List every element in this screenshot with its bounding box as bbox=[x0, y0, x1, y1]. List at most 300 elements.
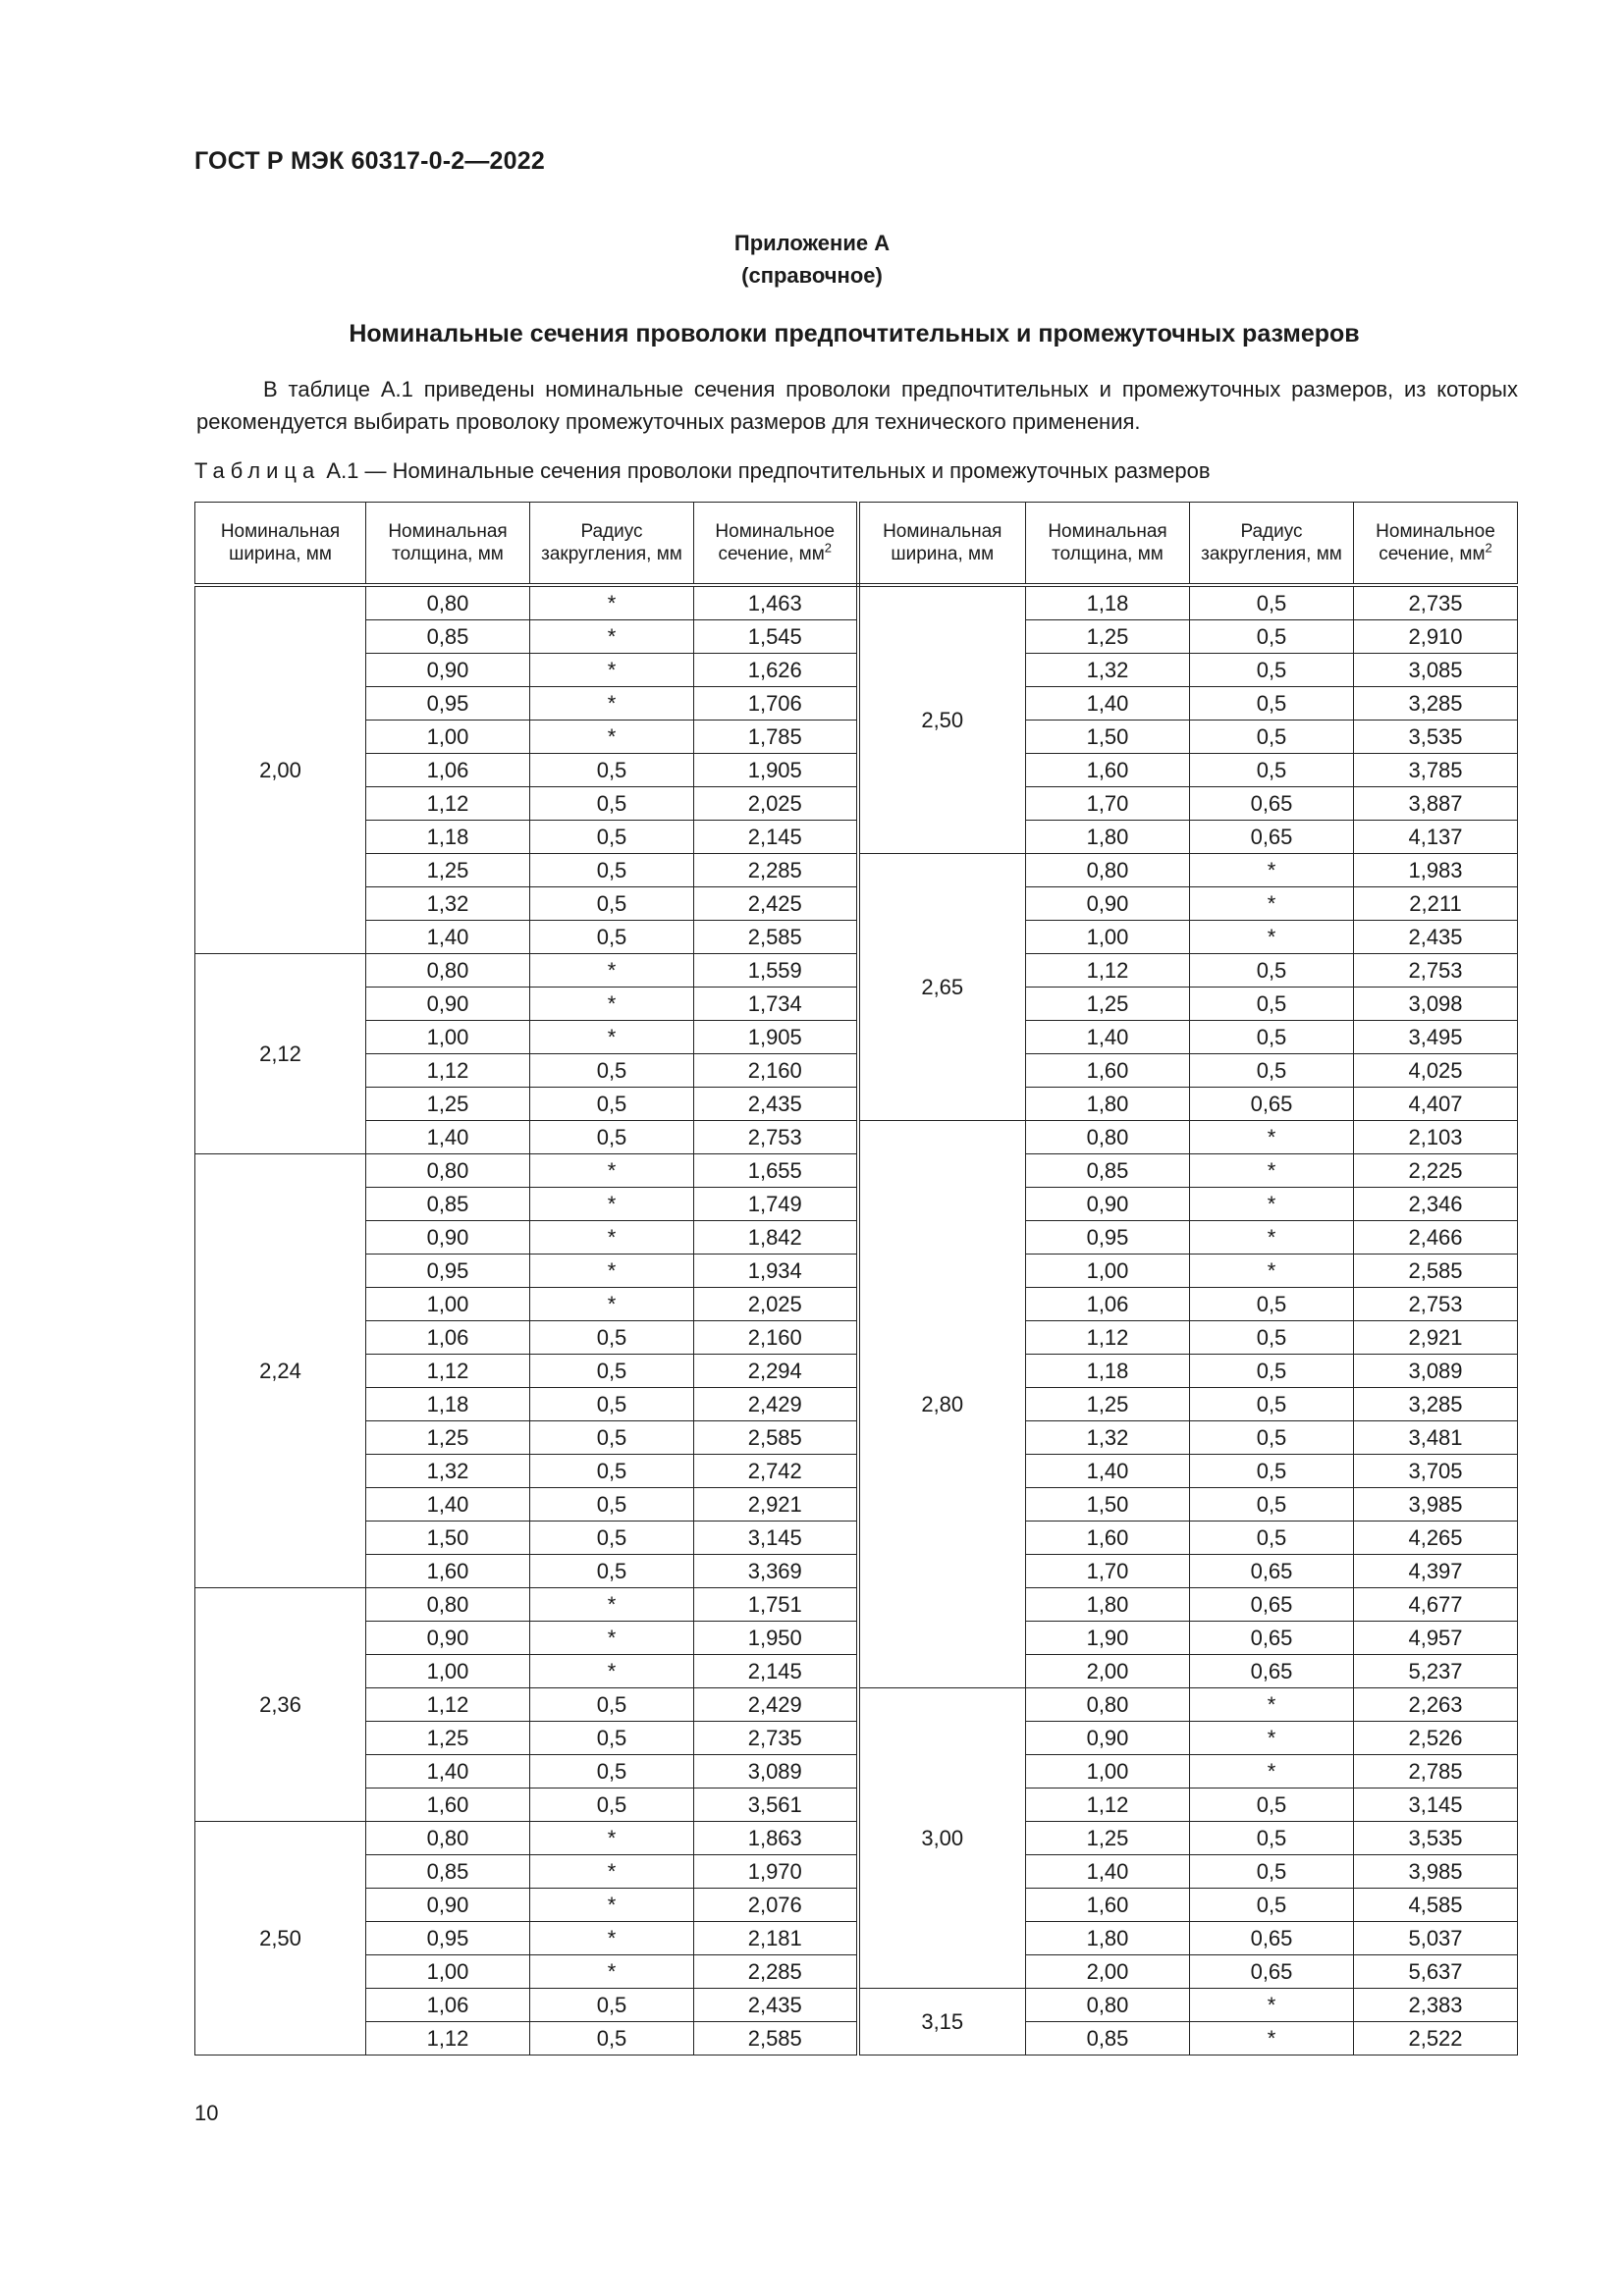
thickness-cell: 1,25 bbox=[1026, 988, 1190, 1021]
section-cell: 2,383 bbox=[1354, 1989, 1518, 2022]
radius-cell: 0,5 bbox=[1190, 1021, 1354, 1054]
section-cell: 1,545 bbox=[694, 620, 858, 654]
radius-cell: * bbox=[1190, 1755, 1354, 1789]
radius-cell: * bbox=[530, 1922, 694, 1955]
radius-cell: * bbox=[1190, 1121, 1354, 1154]
radius-cell: * bbox=[530, 1855, 694, 1889]
section-cell: 2,585 bbox=[1354, 1255, 1518, 1288]
radius-cell: 0,5 bbox=[1190, 1855, 1354, 1889]
thickness-cell: 1,12 bbox=[366, 2022, 530, 2056]
thickness-cell: 1,25 bbox=[366, 1421, 530, 1455]
table-row bbox=[195, 687, 1518, 721]
thickness-cell: 1,00 bbox=[366, 1655, 530, 1688]
radius-cell: 0,65 bbox=[1190, 1955, 1354, 1989]
thickness-cell: 1,25 bbox=[1026, 1388, 1190, 1421]
section-cell: 5,637 bbox=[1354, 1955, 1518, 1989]
radius-cell: 0,5 bbox=[530, 921, 694, 954]
thickness-cell: 0,85 bbox=[366, 1188, 530, 1221]
section-cell: 2,585 bbox=[694, 921, 858, 954]
table-row bbox=[195, 620, 1518, 654]
table-row bbox=[195, 654, 1518, 687]
header-thickness-right: Номинальная толщина, мм bbox=[1026, 503, 1190, 586]
thickness-cell: 1,18 bbox=[366, 1388, 530, 1421]
table-row bbox=[195, 854, 1518, 887]
thickness-cell: 1,00 bbox=[366, 1021, 530, 1054]
section-cell: 1,983 bbox=[1354, 854, 1518, 887]
section-cell: 2,025 bbox=[694, 787, 858, 821]
thickness-cell: 1,18 bbox=[1026, 1355, 1190, 1388]
section-cell: 2,429 bbox=[694, 1388, 858, 1421]
section-cell: 1,751 bbox=[694, 1588, 858, 1622]
section-cell: 3,561 bbox=[694, 1789, 858, 1822]
thickness-cell: 1,06 bbox=[1026, 1288, 1190, 1321]
section-cell: 4,407 bbox=[1354, 1088, 1518, 1121]
radius-cell: 0,5 bbox=[530, 787, 694, 821]
radius-cell: 0,5 bbox=[1190, 1388, 1354, 1421]
section-cell: 3,985 bbox=[1354, 1488, 1518, 1522]
thickness-cell: 0,95 bbox=[1026, 1221, 1190, 1255]
radius-cell: 0,5 bbox=[1190, 721, 1354, 754]
radius-cell: 0,5 bbox=[1190, 1288, 1354, 1321]
table-row bbox=[195, 754, 1518, 787]
thickness-cell: 1,12 bbox=[366, 1688, 530, 1722]
radius-cell: * bbox=[530, 654, 694, 687]
thickness-cell: 1,60 bbox=[1026, 1054, 1190, 1088]
table-row bbox=[195, 1855, 1518, 1889]
thickness-cell: 1,12 bbox=[366, 787, 530, 821]
section-cell: 2,285 bbox=[694, 854, 858, 887]
radius-cell: 0,5 bbox=[530, 1421, 694, 1455]
section-cell: 3,285 bbox=[1354, 1388, 1518, 1421]
thickness-cell: 1,40 bbox=[1026, 1855, 1190, 1889]
radius-cell: 0,5 bbox=[1190, 585, 1354, 620]
thickness-cell: 0,90 bbox=[366, 988, 530, 1021]
thickness-cell: 1,32 bbox=[366, 887, 530, 921]
thickness-cell: 1,70 bbox=[1026, 787, 1190, 821]
thickness-cell: 0,80 bbox=[1026, 854, 1190, 887]
section-cell: 4,677 bbox=[1354, 1588, 1518, 1622]
width-cell: 2,00 bbox=[195, 585, 366, 954]
thickness-cell: 0,85 bbox=[1026, 2022, 1190, 2056]
section-cell: 4,265 bbox=[1354, 1522, 1518, 1555]
table-row bbox=[195, 1154, 1518, 1188]
thickness-cell: 0,80 bbox=[366, 954, 530, 988]
thickness-cell: 1,40 bbox=[366, 921, 530, 954]
section-cell: 2,294 bbox=[694, 1355, 858, 1388]
table-row bbox=[195, 1722, 1518, 1755]
thickness-cell: 1,90 bbox=[1026, 1622, 1190, 1655]
radius-cell: * bbox=[530, 1588, 694, 1622]
radius-cell: 0,65 bbox=[1190, 821, 1354, 854]
thickness-cell: 1,40 bbox=[366, 1755, 530, 1789]
section-cell: 1,934 bbox=[694, 1255, 858, 1288]
thickness-cell: 0,90 bbox=[1026, 1722, 1190, 1755]
thickness-cell: 1,40 bbox=[1026, 1021, 1190, 1054]
table-row bbox=[195, 988, 1518, 1021]
radius-cell: * bbox=[530, 1655, 694, 1688]
header-radius-left: Радиус закругления, мм bbox=[530, 503, 694, 586]
section-cell: 3,285 bbox=[1354, 687, 1518, 721]
radius-cell: 0,5 bbox=[530, 1722, 694, 1755]
thickness-cell: 1,32 bbox=[366, 1455, 530, 1488]
radius-cell: 0,65 bbox=[1190, 1588, 1354, 1622]
section-cell: 3,481 bbox=[1354, 1421, 1518, 1455]
section-cell: 2,435 bbox=[1354, 921, 1518, 954]
section-cell: 1,970 bbox=[694, 1855, 858, 1889]
table-row bbox=[195, 1054, 1518, 1088]
radius-cell: * bbox=[1190, 2022, 1354, 2056]
radius-cell: * bbox=[530, 1021, 694, 1054]
table-row bbox=[195, 1121, 1518, 1154]
radius-cell: 0,5 bbox=[530, 1755, 694, 1789]
section-cell: 3,089 bbox=[694, 1755, 858, 1789]
radius-cell: * bbox=[530, 687, 694, 721]
thickness-cell: 1,06 bbox=[366, 754, 530, 787]
table-row bbox=[195, 721, 1518, 754]
thickness-cell: 1,80 bbox=[1026, 1088, 1190, 1121]
appendix-title: Приложение А bbox=[733, 231, 891, 255]
radius-cell: 0,5 bbox=[530, 1088, 694, 1121]
section-cell: 2,425 bbox=[694, 887, 858, 921]
intro-paragraph bbox=[196, 373, 1518, 438]
section-cell: 2,103 bbox=[1354, 1121, 1518, 1154]
section-cell: 2,145 bbox=[694, 821, 858, 854]
table-row bbox=[195, 1955, 1518, 1989]
section-cell: 2,025 bbox=[694, 1288, 858, 1321]
section-cell: 2,735 bbox=[694, 1722, 858, 1755]
header-radius-right: Радиус закругления, мм bbox=[1190, 503, 1354, 586]
radius-cell: * bbox=[530, 1154, 694, 1188]
section-cell: 1,785 bbox=[694, 721, 858, 754]
radius-cell: 0,5 bbox=[530, 1355, 694, 1388]
table-row bbox=[195, 1755, 1518, 1789]
section-cell: 2,735 bbox=[1354, 585, 1518, 620]
width-cell: 2,24 bbox=[195, 1154, 366, 1588]
section-cell: 2,346 bbox=[1354, 1188, 1518, 1221]
thickness-cell: 0,85 bbox=[1026, 1154, 1190, 1188]
thickness-cell: 0,90 bbox=[366, 1889, 530, 1922]
table-row bbox=[195, 821, 1518, 854]
radius-cell: 0,5 bbox=[530, 1789, 694, 1822]
thickness-cell: 1,18 bbox=[1026, 585, 1190, 620]
appendix-type: (справочное) bbox=[741, 263, 883, 288]
table-row bbox=[195, 1021, 1518, 1054]
radius-cell: 0,5 bbox=[1190, 654, 1354, 687]
table-row bbox=[195, 2022, 1518, 2056]
thickness-cell: 1,18 bbox=[366, 821, 530, 854]
section-cell: 2,585 bbox=[694, 2022, 858, 2056]
radius-cell: * bbox=[530, 1288, 694, 1321]
thickness-cell: 1,60 bbox=[366, 1555, 530, 1588]
thickness-cell: 0,90 bbox=[366, 654, 530, 687]
radius-cell: 0,5 bbox=[530, 1455, 694, 1488]
radius-cell: 0,5 bbox=[1190, 1355, 1354, 1388]
radius-cell: 0,65 bbox=[1190, 1922, 1354, 1955]
width-cell: 2,12 bbox=[195, 954, 366, 1154]
thickness-cell: 1,80 bbox=[1026, 821, 1190, 854]
section-cell: 2,429 bbox=[694, 1688, 858, 1722]
radius-cell: 0,5 bbox=[1190, 988, 1354, 1021]
thickness-cell: 0,85 bbox=[366, 620, 530, 654]
radius-cell: 0,5 bbox=[1190, 1421, 1354, 1455]
table-row bbox=[195, 787, 1518, 821]
section-cell: 2,522 bbox=[1354, 2022, 1518, 2056]
section-cell: 2,160 bbox=[694, 1321, 858, 1355]
section-title: Номинальные сечения проволоки предпочтительных и промежуточных размеров bbox=[349, 320, 1360, 347]
section-cell: 2,160 bbox=[694, 1054, 858, 1088]
header-width-right: Номинальная ширина, мм bbox=[858, 503, 1026, 586]
thickness-cell: 0,95 bbox=[366, 1922, 530, 1955]
table-row bbox=[195, 954, 1518, 988]
radius-cell: 0,5 bbox=[1190, 687, 1354, 721]
section-cell: 2,910 bbox=[1354, 620, 1518, 654]
radius-cell: 0,5 bbox=[1190, 1455, 1354, 1488]
thickness-cell: 1,00 bbox=[1026, 1755, 1190, 1789]
table-row bbox=[195, 1588, 1518, 1622]
radius-cell: 0,5 bbox=[530, 1121, 694, 1154]
table-row bbox=[195, 1188, 1518, 1221]
thickness-cell: 1,00 bbox=[1026, 921, 1190, 954]
table-row bbox=[195, 1789, 1518, 1822]
radius-cell: 0,5 bbox=[1190, 1822, 1354, 1855]
section-cell: 2,526 bbox=[1354, 1722, 1518, 1755]
thickness-cell: 1,06 bbox=[366, 1989, 530, 2022]
thickness-cell: 1,12 bbox=[1026, 1789, 1190, 1822]
radius-cell: * bbox=[530, 1822, 694, 1855]
header-section-right: Номинальное сечение, $мм^2$ bbox=[1354, 503, 1518, 586]
thickness-cell: 0,80 bbox=[1026, 1688, 1190, 1722]
radius-cell: * bbox=[1190, 1722, 1354, 1755]
radius-cell: 0,5 bbox=[530, 754, 694, 787]
thickness-cell: 0,80 bbox=[366, 1588, 530, 1622]
section-cell: 4,397 bbox=[1354, 1555, 1518, 1588]
section-cell: 2,785 bbox=[1354, 1755, 1518, 1789]
table-row bbox=[195, 1522, 1518, 1555]
table-caption bbox=[194, 458, 1211, 484]
thickness-cell: 0,80 bbox=[1026, 1989, 1190, 2022]
section-cell: 5,037 bbox=[1354, 1922, 1518, 1955]
section-cell: 2,742 bbox=[694, 1455, 858, 1488]
thickness-cell: 0,90 bbox=[1026, 887, 1190, 921]
section-cell: 3,089 bbox=[1354, 1355, 1518, 1388]
radius-cell: 0,5 bbox=[1190, 954, 1354, 988]
radius-cell: 0,65 bbox=[1190, 1555, 1354, 1588]
radius-cell: 0,5 bbox=[530, 821, 694, 854]
table-row bbox=[195, 1922, 1518, 1955]
radius-cell: 0,5 bbox=[1190, 754, 1354, 787]
radius-cell: * bbox=[530, 1889, 694, 1922]
section-cell: 1,905 bbox=[694, 754, 858, 787]
table-row bbox=[195, 1688, 1518, 1722]
intro-text: В таблице А.1 приведены номинальные сечения проволоки предпочтительных и промежуточных размеров, из которых рекомендуется выбирать проволоку промежуточных размеров для технического применения. bbox=[196, 377, 1518, 434]
section-cell: 2,753 bbox=[694, 1121, 858, 1154]
table-row bbox=[195, 1622, 1518, 1655]
page-number: 10 bbox=[194, 2101, 219, 2125]
thickness-cell: 1,25 bbox=[366, 1088, 530, 1121]
thickness-cell: 1,60 bbox=[1026, 1889, 1190, 1922]
radius-cell: 0,5 bbox=[1190, 1889, 1354, 1922]
header-thickness-left: Номинальная толщина, мм bbox=[366, 503, 530, 586]
thickness-cell: 1,40 bbox=[366, 1488, 530, 1522]
table-caption-text: А.1 — Номинальные сечения проволоки предпочтительных и промежуточных размеров bbox=[326, 458, 1211, 483]
section-cell: 2,076 bbox=[694, 1889, 858, 1922]
thickness-cell: 1,40 bbox=[1026, 1455, 1190, 1488]
thickness-cell: 1,00 bbox=[366, 1288, 530, 1321]
radius-cell: * bbox=[530, 721, 694, 754]
radius-cell: * bbox=[530, 1188, 694, 1221]
appendix-heading bbox=[0, 227, 1624, 292]
radius-cell: * bbox=[530, 1255, 694, 1288]
table-row bbox=[195, 1321, 1518, 1355]
width-cell: 3,15 bbox=[858, 1989, 1026, 2056]
section-cell: 4,957 bbox=[1354, 1622, 1518, 1655]
section-cell: 3,705 bbox=[1354, 1455, 1518, 1488]
thickness-cell: 1,40 bbox=[1026, 687, 1190, 721]
thickness-cell: 2,00 bbox=[1026, 1655, 1190, 1688]
thickness-cell: 1,00 bbox=[1026, 1255, 1190, 1288]
document-code: ГОСТ Р МЭК 60317-0-2—2022 bbox=[194, 147, 545, 175]
section-cell: 1,463 bbox=[694, 585, 858, 620]
section-cell: 2,921 bbox=[1354, 1321, 1518, 1355]
thickness-cell: 1,32 bbox=[1026, 654, 1190, 687]
radius-cell: 0,5 bbox=[530, 1688, 694, 1722]
table-row bbox=[195, 1455, 1518, 1488]
radius-cell: 0,5 bbox=[530, 1388, 694, 1421]
header-section-left: Номинальное сечение, $мм^2$ bbox=[694, 503, 858, 586]
table-row bbox=[195, 1288, 1518, 1321]
width-cell: 2,80 bbox=[858, 1121, 1026, 1688]
section-cell: 1,863 bbox=[694, 1822, 858, 1855]
section-cell: 2,435 bbox=[694, 1989, 858, 2022]
table-header-row bbox=[195, 503, 1518, 586]
thickness-cell: 1,12 bbox=[366, 1355, 530, 1388]
thickness-cell: 0,90 bbox=[366, 1221, 530, 1255]
thickness-cell: 2,00 bbox=[1026, 1955, 1190, 1989]
radius-cell: * bbox=[1190, 1255, 1354, 1288]
table-row bbox=[195, 1355, 1518, 1388]
thickness-cell: 1,12 bbox=[1026, 954, 1190, 988]
radius-cell: 0,5 bbox=[530, 1555, 694, 1588]
header-width-left: Номинальная ширина, мм bbox=[195, 503, 366, 586]
radius-cell: * bbox=[1190, 921, 1354, 954]
thickness-cell: 1,60 bbox=[366, 1789, 530, 1822]
section-cell: 2,921 bbox=[694, 1488, 858, 1522]
thickness-cell: 1,60 bbox=[1026, 754, 1190, 787]
table-row bbox=[195, 1088, 1518, 1121]
thickness-cell: 1,32 bbox=[1026, 1421, 1190, 1455]
table-row bbox=[195, 1255, 1518, 1288]
thickness-cell: 1,25 bbox=[366, 854, 530, 887]
section-cell: 3,535 bbox=[1354, 721, 1518, 754]
radius-cell: 0,5 bbox=[1190, 1789, 1354, 1822]
thickness-cell: 1,00 bbox=[366, 721, 530, 754]
width-cell: 2,65 bbox=[858, 854, 1026, 1121]
radius-cell: * bbox=[530, 1221, 694, 1255]
section-cell: 1,734 bbox=[694, 988, 858, 1021]
radius-cell: 0,5 bbox=[530, 1522, 694, 1555]
section-cell: 5,237 bbox=[1354, 1655, 1518, 1688]
thickness-cell: 0,95 bbox=[366, 1255, 530, 1288]
thickness-cell: 1,00 bbox=[366, 1955, 530, 1989]
section-cell: 3,887 bbox=[1354, 787, 1518, 821]
table-row bbox=[195, 1655, 1518, 1688]
thickness-cell: 1,80 bbox=[1026, 1922, 1190, 1955]
section-cell: 1,950 bbox=[694, 1622, 858, 1655]
section-cell: 4,585 bbox=[1354, 1889, 1518, 1922]
thickness-cell: 1,12 bbox=[1026, 1321, 1190, 1355]
section-cell: 3,785 bbox=[1354, 754, 1518, 787]
thickness-cell: 1,50 bbox=[1026, 721, 1190, 754]
thickness-cell: 1,25 bbox=[1026, 1822, 1190, 1855]
section-cell: 1,842 bbox=[694, 1221, 858, 1255]
section-cell: 2,753 bbox=[1354, 1288, 1518, 1321]
table-row bbox=[195, 1488, 1518, 1522]
radius-cell: 0,5 bbox=[1190, 1054, 1354, 1088]
section-cell: 2,225 bbox=[1354, 1154, 1518, 1188]
width-cell: 2,36 bbox=[195, 1588, 366, 1822]
section-cell: 2,753 bbox=[1354, 954, 1518, 988]
table-row bbox=[195, 1421, 1518, 1455]
width-cell: 2,50 bbox=[858, 585, 1026, 854]
table-row bbox=[195, 1889, 1518, 1922]
radius-cell: 0,5 bbox=[530, 1321, 694, 1355]
section-cell: 4,137 bbox=[1354, 821, 1518, 854]
table-row bbox=[195, 921, 1518, 954]
section-cell: 3,145 bbox=[694, 1522, 858, 1555]
thickness-cell: 0,90 bbox=[366, 1622, 530, 1655]
thickness-cell: 0,80 bbox=[366, 585, 530, 620]
section-cell: 3,535 bbox=[1354, 1822, 1518, 1855]
section-cell: 1,559 bbox=[694, 954, 858, 988]
radius-cell: * bbox=[1190, 887, 1354, 921]
section-cell: 2,466 bbox=[1354, 1221, 1518, 1255]
radius-cell: * bbox=[530, 620, 694, 654]
radius-cell: 0,5 bbox=[1190, 1488, 1354, 1522]
radius-cell: * bbox=[530, 1622, 694, 1655]
table-row bbox=[195, 1822, 1518, 1855]
radius-cell: * bbox=[1190, 1989, 1354, 2022]
thickness-cell: 0,95 bbox=[366, 687, 530, 721]
radius-cell: * bbox=[530, 585, 694, 620]
radius-cell: 0,5 bbox=[1190, 620, 1354, 654]
section-cell: 1,626 bbox=[694, 654, 858, 687]
width-cell: 2,50 bbox=[195, 1822, 366, 2056]
section-cell: 1,655 bbox=[694, 1154, 858, 1188]
radius-cell: 0,65 bbox=[1190, 1655, 1354, 1688]
radius-cell: 0,5 bbox=[530, 887, 694, 921]
section-cell: 3,495 bbox=[1354, 1021, 1518, 1054]
radius-cell: * bbox=[1190, 1688, 1354, 1722]
radius-cell: 0,5 bbox=[530, 2022, 694, 2056]
section-cell: 2,181 bbox=[694, 1922, 858, 1955]
radius-cell: * bbox=[1190, 1188, 1354, 1221]
radius-cell: * bbox=[1190, 1154, 1354, 1188]
radius-cell: * bbox=[530, 988, 694, 1021]
table-row bbox=[195, 585, 1518, 620]
radius-cell: 0,65 bbox=[1190, 1088, 1354, 1121]
thickness-cell: 0,80 bbox=[366, 1822, 530, 1855]
section-cell: 2,585 bbox=[694, 1421, 858, 1455]
thickness-cell: 0,80 bbox=[366, 1154, 530, 1188]
thickness-cell: 1,25 bbox=[366, 1722, 530, 1755]
thickness-cell: 1,40 bbox=[366, 1121, 530, 1154]
thickness-cell: 1,50 bbox=[1026, 1488, 1190, 1522]
table-row bbox=[195, 1555, 1518, 1588]
table-row bbox=[195, 1221, 1518, 1255]
thickness-cell: 1,12 bbox=[366, 1054, 530, 1088]
section-cell: 3,098 bbox=[1354, 988, 1518, 1021]
section-cell: 2,211 bbox=[1354, 887, 1518, 921]
